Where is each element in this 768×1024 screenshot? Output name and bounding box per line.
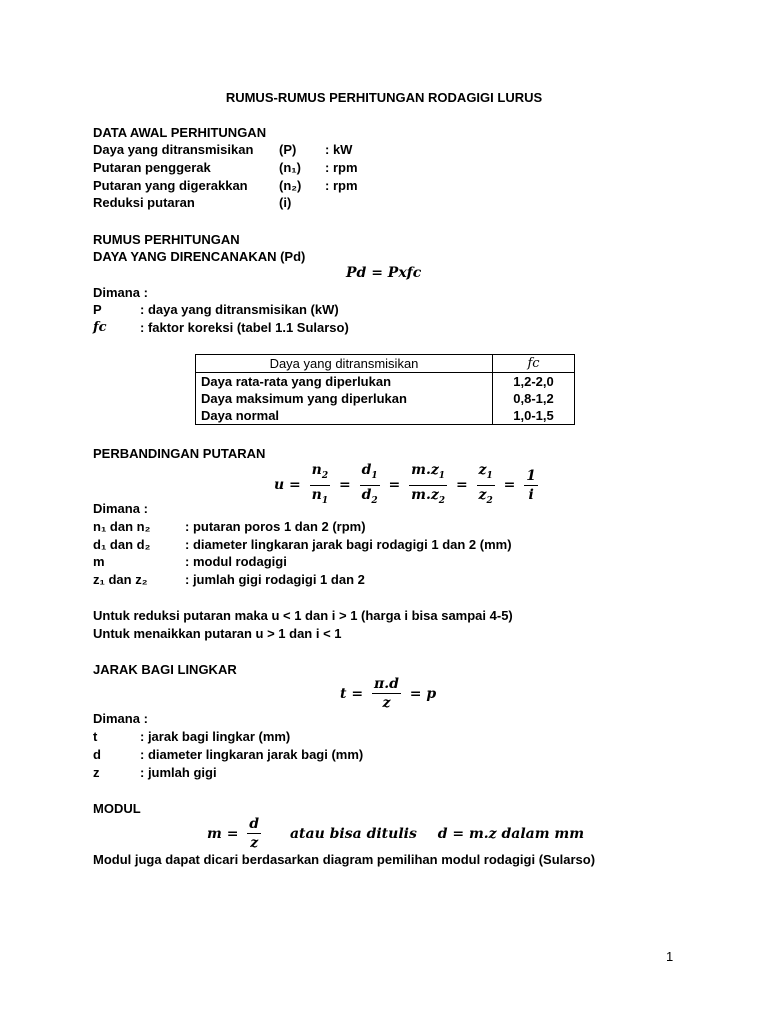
- formula-connector: atau bisa ditulis: [289, 825, 417, 842]
- data-row-symbol: (i): [279, 195, 292, 210]
- jarak-heading: JARAK BAGI LINGKAR: [93, 662, 237, 677]
- table-cell: Daya rata-rata yang diperlukan: [196, 373, 493, 391]
- data-row-label: Putaran penggerak: [93, 160, 211, 175]
- table-header: Daya yang ditransmisikan: [196, 355, 493, 373]
- data-row-symbol: (n₁): [279, 160, 301, 175]
- var-symbol: t: [93, 729, 98, 744]
- data-row-symbol: (P): [279, 142, 297, 157]
- var-description: : jumlah gigi: [140, 765, 217, 780]
- var-symbol: P: [93, 302, 102, 317]
- var-description: : daya yang ditransmisikan (kW): [140, 302, 339, 317]
- var-symbol: d: [93, 747, 101, 762]
- dimana-label: Dimana :: [93, 285, 148, 300]
- data-row-unit: : rpm: [325, 178, 358, 193]
- var-symbol: m: [93, 554, 105, 569]
- var-description: : putaran poros 1 dan 2 (rpm): [185, 519, 366, 534]
- data-row-label: Putaran yang digerakkan: [93, 178, 248, 193]
- var-symbol: d₁ dan d₂: [93, 537, 151, 552]
- table-cell: Daya maksimum yang diperlukan: [196, 390, 493, 407]
- speed-ratio-formula: u = $\frac{n_2}{n_1}$ = $\frac{d_1}{d_2}$ = $\frac{m.z_1}{m.z_2}$ = $\frac{z_1}{z_2}$ = $\frac{1}{i}$: [274, 462, 536, 506]
- modul-note: Modul juga dapat dicari berdasarkan diagram pemilihan modul rodagigi (Sularso): [93, 852, 596, 867]
- data-row-label: Daya yang ditransmisikan: [93, 142, 254, 157]
- table-row: [196, 390, 575, 407]
- var-description: : modul rodagigi: [185, 554, 287, 569]
- data-awal-heading: DATA AWAL PERHITUNGAN: [93, 125, 267, 140]
- dimana-label: Dimana :: [93, 711, 148, 726]
- table-cell: 0,8-1,2: [493, 390, 575, 407]
- daya-formula: Pd = Pxfc: [346, 265, 422, 281]
- rumus-heading: RUMUS PERHITUNGAN: [93, 232, 240, 247]
- var-symbol: z: [93, 765, 100, 780]
- var-description: : faktor koreksi (tabel 1.1 Sularso): [140, 320, 349, 335]
- pitch-formula: t = $\frac{\pi.d}{z}$ = p: [340, 676, 437, 711]
- table-row: [196, 407, 575, 425]
- perbandingan-heading: PERBANDINGAN PUTARAN: [93, 446, 266, 461]
- daya-heading: DAYA YANG DIRENCANAKAN (Pd): [93, 249, 306, 264]
- var-symbol: z₁ dan z₂: [93, 572, 148, 587]
- var-description: : diameter lingkaran jarak bagi (mm): [140, 747, 364, 762]
- data-row-label: Reduksi putaran: [93, 195, 195, 210]
- table-header: fc: [493, 355, 575, 373]
- reduction-note: Untuk reduksi putaran maka u < 1 dan i > 1 (harga i bisa sampai 4-5): [93, 608, 513, 623]
- var-description: : diameter lingkaran jarak bagi rodagigi 1 dan 2 (mm): [185, 537, 512, 552]
- var-symbol: n₁ dan n₂: [93, 519, 151, 534]
- modulus-formula: m = $\frac{d}{z}$ atau bisa ditulis d = m.z dalam mm: [207, 816, 585, 851]
- dimana-label: Dimana :: [93, 501, 148, 516]
- modul-heading: MODUL: [93, 801, 141, 816]
- table-cell: Daya normal: [196, 407, 493, 425]
- page-number: 1: [666, 949, 674, 964]
- formula-alternate: d = m.z dalam mm: [437, 825, 585, 842]
- table-cell: 1,0-1,5: [493, 407, 575, 425]
- table-header-row: [196, 355, 575, 373]
- table-row: [196, 373, 575, 391]
- data-row-unit: : kW: [325, 142, 353, 157]
- var-description: : jarak bagi lingkar (mm): [140, 729, 291, 744]
- increase-note: Untuk menaikkan putaran u > 1 dan i < 1: [93, 626, 342, 641]
- document-title: RUMUS-RUMUS PERHITUNGAN RODAGIGI LURUS: [225, 90, 543, 105]
- var-symbol: fc: [93, 320, 107, 335]
- correction-factor-table: [195, 354, 575, 425]
- data-row-unit: : rpm: [325, 160, 358, 175]
- var-description: : jumlah gigi rodagigi 1 dan 2: [185, 572, 365, 587]
- data-row-symbol: (n₂): [279, 178, 302, 193]
- table-cell: 1,2-2,0: [493, 373, 575, 391]
